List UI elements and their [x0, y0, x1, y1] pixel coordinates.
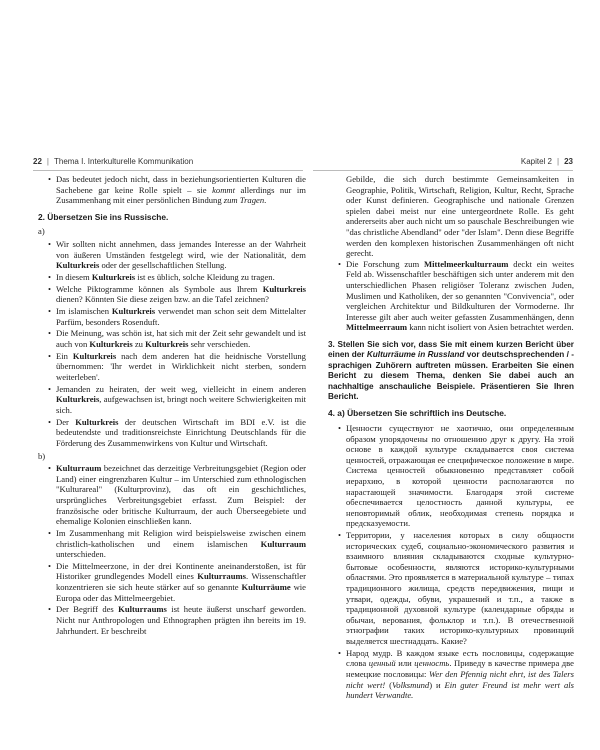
keyword: Kulturraums — [118, 604, 167, 615]
chapter-label: Kapitel 2 — [520, 157, 553, 166]
list-item — [48, 239, 306, 271]
text-run: verwendet man schon seit dem Mittelalter Parfüm, besonders Rosenduft. — [56, 306, 306, 327]
emphasis: Wer den Pfennig nicht ehrt, ist des Talers nicht wert! — [346, 668, 574, 690]
text-run: , aufgewachsen ist, bringt noch weitere Schwierigkeiten mit sich. — [56, 394, 306, 415]
continuation-paragraph: Gebilde, die sich durch bestimmte Gemeinsamkeiten in Geographie, Politik, Wirtschaft, Religion, Kultur, Recht, Sprache oder Kunst definieren. Geographische und nationale Grenzen spielen dabei meist nur eine untergeordnete Rolle. Es geht andererseits aber auch nicht um so pauschale Beschreibungen wie "das christliche Abendland" oder "der Islam". Denn diese Begriffe werden den komplexen historischen Zusammenhängen oft nicht gerecht. — [346, 174, 574, 259]
emphasis: Kulturräume in Russland — [366, 350, 465, 360]
list-item — [48, 284, 306, 305]
text-run: dienen? Könnten Sie diese zeigen bzw. an die Tafel zeichnen? — [56, 294, 269, 305]
list-item — [48, 561, 306, 603]
text-run: Die Meinung, was schön ist, hat sich mit der Zeit sehr gewandelt und ist auch von — [56, 328, 306, 350]
keyword: Kulturkreis — [145, 339, 189, 350]
keyword: Mittelmeerkulturraum — [423, 258, 509, 269]
text-run: Jemanden zu heiraten, der weit weg, vielleicht in einem anderen — [56, 383, 306, 394]
text-run: In diesem — [56, 271, 92, 282]
exercise-3-instructions — [328, 340, 574, 402]
bullets-a — [48, 239, 306, 449]
text-run: ist heute äußerst unscharf geworden. Nicht nur Anthropologen und Ethnographen prägten ihn bereits im 19. Jahrhundert. Er beschreibt — [56, 604, 306, 636]
text-run: Территории, у населения которых в силу общности исторических судеб, социально-экономического развития и взаимного влияния складываются сходные культурно-бытовые особенности, являются историко-культурными областями. Это проявляется в материальной культуре – типах традиционного жилища, средств передвижения, пищи и утвари, одежды, обуви, украшений и т.п., а также в традиционной духовной культуре (календарные обряды и обычаи, верования, фольклор и т.п.). В отечественной этнографии таких историко-культурных провинций выделяется шестнадцать. Какие? — [346, 530, 574, 646]
keyword: Kulturkreis — [56, 260, 100, 271]
section-a-label: a) — [38, 226, 45, 237]
page-number-left: 22 — [33, 157, 42, 166]
list-item — [48, 328, 306, 349]
text-run: ist es üblich, solche Kleidung zu tragen. — [135, 271, 275, 282]
mittelmeer-bullet — [338, 259, 574, 333]
left-page-column — [38, 174, 306, 637]
emphasis: zum Tragen — [223, 195, 265, 206]
text-run: sehr verschieden. — [188, 339, 251, 350]
list-item — [48, 351, 306, 383]
exercise-4-heading: 4. a) Übersetzen Sie schriftlich ins Deutsche. — [328, 408, 507, 419]
text-run: zu — [132, 339, 146, 350]
text-run: 3. Stellen Sie sich vor, dass Sie mit einem kurzen Bericht über einen der — [328, 339, 574, 360]
list-item — [338, 648, 574, 701]
keyword: Kulturkreis — [75, 416, 119, 427]
intro-bullet — [48, 174, 306, 206]
text-run: kann nicht isoliert von Asien betrachtet werden. — [407, 322, 574, 333]
keyword: Kulturkreis — [91, 271, 136, 282]
emphasis: Ein guter Freund ist mehr wert als hundert Verwandte. — [346, 679, 574, 701]
text-run: Ein — [56, 350, 73, 361]
emphasis: ценность — [414, 658, 450, 669]
section-b-label: b) — [38, 450, 46, 461]
text-run: Die Forschung zum — [346, 258, 424, 269]
section-title: Thema I. Interkulturelle Kommunikation — [53, 157, 194, 166]
russian-bullets — [338, 423, 574, 701]
header-rule-left — [33, 170, 303, 171]
exercise-2-heading: 2. Übersetzen Sie ins Russische. — [38, 211, 169, 222]
text-run: Wir sollten nicht annehmen, dass jemandes Interesse an der Wahrheit von äußeren Umständen festgelegt wird, wie der Nationalität, dem — [56, 238, 306, 260]
text-run: vor deutschsprechenden / -sprachigen Zuhörern auftreten müssen. Erarbeiten Sie einen Bericht zu diesem Thema, denken Sie dabei auch an nachhaltige anschauliche Beispiele. Präsentieren Sie Ihren Bericht. — [328, 350, 574, 401]
list-item — [48, 604, 306, 636]
keyword: Kulturraums — [197, 571, 246, 582]
emphasis: Volksmund — [391, 679, 430, 690]
text-run: Die Mittelmeerzone, in der drei Kontinente aneinanderstoßen, ist für Historiker grundlegendes Modell eines — [56, 560, 306, 582]
text-run: Im Zusammenhang mit Religion wird beispielsweise zwischen einem christlich-katholischen und einem islamischen — [56, 527, 306, 549]
text-run: oder der gesellschaftlichen Stellung. — [99, 260, 227, 271]
list-item — [48, 306, 306, 327]
keyword: Kulturraum — [56, 463, 102, 474]
page-number-right: 23 — [564, 157, 573, 166]
right-page-header: Kapitel 2 | 23 — [520, 157, 573, 166]
text-run: wie Europa oder das Mittelmeergebiet. — [56, 582, 306, 603]
text-run: bezeichnet das derzeitige Verbreitungsgebiet (Region oder Land) einer eingrenzbaren Kultur – im Unterschied zum ethnologischen "Kulturareal" (Kulturprovinz), das oft ein geschichtliches, ursprüngliches Verbreitungsgebiet erfasst. Zum Beispiel: der französische oder britische Kulturraum, der auch Überseegebiete und ehemalige Kolonien einschließen kann. — [56, 463, 306, 527]
text-run: Der — [56, 416, 76, 427]
keyword: Mittelmeerraum — [346, 322, 408, 333]
keyword: Kulturraum — [260, 538, 306, 549]
text-run: Ценности существуют не хаотично, они определенным образом упорядочены по отношению друг к другу. На этой основе в каждой культуре складывается своя система ценностей, отражающая ее специфическое положение в мире. Система ценностей обыкновенно представляет собой иерархию, в которой ценности располагаются по нарастающей значимости. Благодаря этой системе обеспечивается целостность данной культуры, ее неповторимый облик, необходимая степень порядка и предсказуемости. — [346, 422, 574, 529]
emphasis: kommt — [212, 184, 235, 195]
list-item — [48, 384, 306, 416]
text-run: . Wissenschaftler konzentrieren sie sich heute stärker auf so genannte — [56, 571, 306, 593]
text-run: Das bedeutet jedoch nicht, dass in beziehungsorientierten Kulturen die Sachebene gar keine Rolle spielt – sie — [56, 174, 306, 195]
text-run: unterschieden. — [56, 549, 106, 560]
text-run: или — [395, 658, 415, 669]
text-run: Народ мудр. В каждом языке есть пословицы, содержащие слова — [346, 647, 574, 669]
text-run: Welche Piktogramme können als Symbole aus Ihrem — [56, 283, 263, 294]
text-run: deckt ein weites Feld ab. Wissenschaftler beschäftigen sich unter anderem mit den unterschiedlichen Phasen religiöser Toleranz zwischen Juden, Muslimen und Katholiken, der so genannten "Convivencia", oder vergleichen Architektur und Bildkulturen der Vormoderne. Ihr Interesse gilt aber auch weiter gefassten Zusammenhängen, denn — [346, 258, 574, 322]
text-run: . — [264, 195, 267, 206]
keyword: Kulturkreis — [72, 350, 117, 361]
text-run: Im islamischen — [56, 306, 112, 317]
text-run: ( — [385, 679, 392, 690]
keyword: Kulturkreis — [56, 394, 100, 405]
list-item — [338, 530, 574, 647]
bullets-b — [48, 463, 306, 636]
text-run: nach dem anderen hat die heidnische Vorstellung übernommen: 'Ihr werdet in Wirklichkeit nicht sterben, sondern weiterleben'. — [56, 350, 306, 383]
left-page-header: 22 | Thema I. Interkulturelle Kommunikation — [33, 157, 194, 166]
text-run: . Приведу в качестве примера две немецкие пословицы: — [346, 658, 574, 679]
text-run: ) и — [429, 679, 445, 690]
list-item — [48, 528, 306, 560]
text-run: der deutschen Wirtschaft im BDI e.V. ist die bedeutendste und traditionsreichste Einrichtung Deutschlands für die Förderung des Zusammenwirkens von Kultur und Wirtschaft. — [56, 416, 306, 448]
emphasis: ценный — [368, 658, 396, 669]
header-rule-right — [313, 170, 573, 171]
list-item — [48, 417, 306, 449]
list-item — [338, 423, 574, 529]
keyword: Kulturräume — [241, 582, 291, 593]
right-page-column — [328, 174, 574, 702]
keyword: Kulturkreis — [262, 283, 306, 294]
keyword: Kulturkreis — [111, 306, 156, 317]
list-item — [48, 272, 306, 283]
keyword: Kulturkreis — [89, 339, 133, 350]
list-item — [48, 463, 306, 527]
text-run: Der Begriff des — [56, 604, 119, 615]
text-run: allerdings nur im Zusammenhang mit einer persönlichen Bindung — [56, 184, 306, 206]
